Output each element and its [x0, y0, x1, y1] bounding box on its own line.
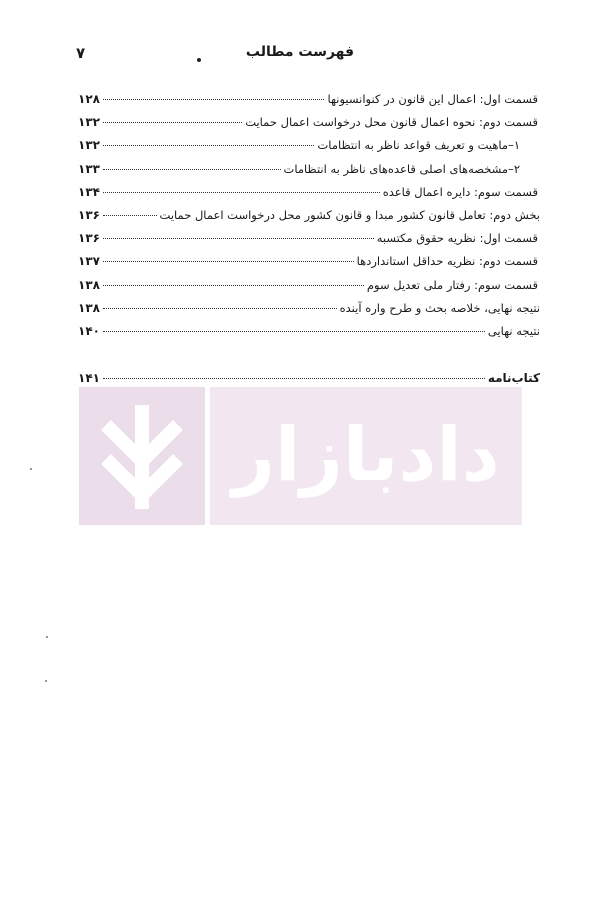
toc-entry-title: قسمت سوم: دایره اعمال قاعده	[382, 184, 538, 199]
toc-entry-title: نتیجه نهایی، خلاصه بحث و طرح واره آینده	[339, 300, 540, 315]
toc-entry	[78, 301, 540, 324]
toc-entry-page: ۱۲۸	[78, 92, 100, 106]
toc-entry-page: ۱۳۸	[78, 277, 100, 292]
dot-leader	[103, 378, 485, 379]
toc-entry	[78, 254, 540, 277]
toc-entry-title: ۱–ماهیت و تعریف قواعد ناظر به انتظامات	[317, 138, 520, 153]
dot-leader	[103, 285, 364, 286]
toc-entry-page: ۱۳۲	[78, 115, 100, 130]
toc-entry-title: قسمت دوم: نحوه اعمال قانون محل درخواست اعمال حمایت	[245, 115, 538, 130]
toc-entry-page: ۱۳۴	[78, 184, 100, 199]
dot-leader	[103, 99, 324, 100]
toc-entry-title: ۲–مشخصه‌های اصلی قاعده‌های ناظر به انتظامات	[283, 161, 520, 176]
toc-entry	[78, 231, 540, 254]
dot-leader	[103, 192, 380, 193]
scan-speck	[46, 636, 48, 638]
bibliography-title: کتاب‌نامه	[487, 371, 540, 385]
toc-entry-page: ۱۴۰	[78, 323, 100, 338]
dot-leader	[103, 331, 485, 332]
toc-entry	[78, 162, 540, 185]
toc-entry	[78, 208, 540, 231]
watermark	[79, 387, 522, 525]
scan-speck	[45, 680, 47, 682]
watermark-text: دادبازار	[232, 412, 500, 498]
watermark-logo-icon	[79, 387, 205, 525]
toc-entry-title: قسمت اول: نظریه حقوق مکتسبه	[376, 231, 538, 246]
toc-entry-page: ۱۳۶	[78, 207, 100, 222]
bibliography-page: ۱۴۱	[78, 371, 100, 385]
toc-entry-title: قسمت اول: اعمال این قانون در کنوانسیونها	[327, 92, 538, 106]
toc-entry	[78, 115, 540, 138]
dot-leader	[103, 261, 354, 262]
toc-entry	[78, 324, 540, 347]
scan-speck	[30, 468, 32, 470]
toc-entry-page: ۱۳۲	[78, 138, 100, 153]
page-number: ۷	[76, 44, 86, 62]
dot-leader	[103, 238, 374, 239]
dot-leader	[103, 215, 157, 216]
toc-entry-title: نتیجه نهایی	[487, 323, 540, 338]
toc-entry	[78, 138, 540, 161]
toc-entry	[78, 278, 540, 301]
dot-leader	[103, 169, 281, 170]
dot-leader	[103, 122, 242, 123]
toc-entry-page: ۱۳۸	[78, 300, 100, 315]
toc-entry-title: قسمت سوم: رفتار ملی تعدیل سوم	[366, 277, 538, 292]
toc-entry	[78, 185, 540, 208]
page-title: فهرست مطالب	[245, 44, 355, 60]
toc-entry	[78, 92, 540, 115]
table-of-contents	[78, 92, 540, 347]
toc-entry-page: ۱۳۶	[78, 231, 100, 246]
dot-leader	[103, 308, 337, 309]
toc-entry-title: قسمت دوم: نظریه حداقل استانداردها	[356, 254, 538, 269]
toc-entry-title: بخش دوم: تعامل قانون کشور مبدا و قانون کشور محل درخواست اعمال حمایت	[159, 207, 540, 222]
dot-leader	[103, 145, 315, 146]
toc-entry-page: ۱۳۷	[78, 254, 100, 269]
toc-entry-page: ۱۳۳	[78, 161, 100, 176]
